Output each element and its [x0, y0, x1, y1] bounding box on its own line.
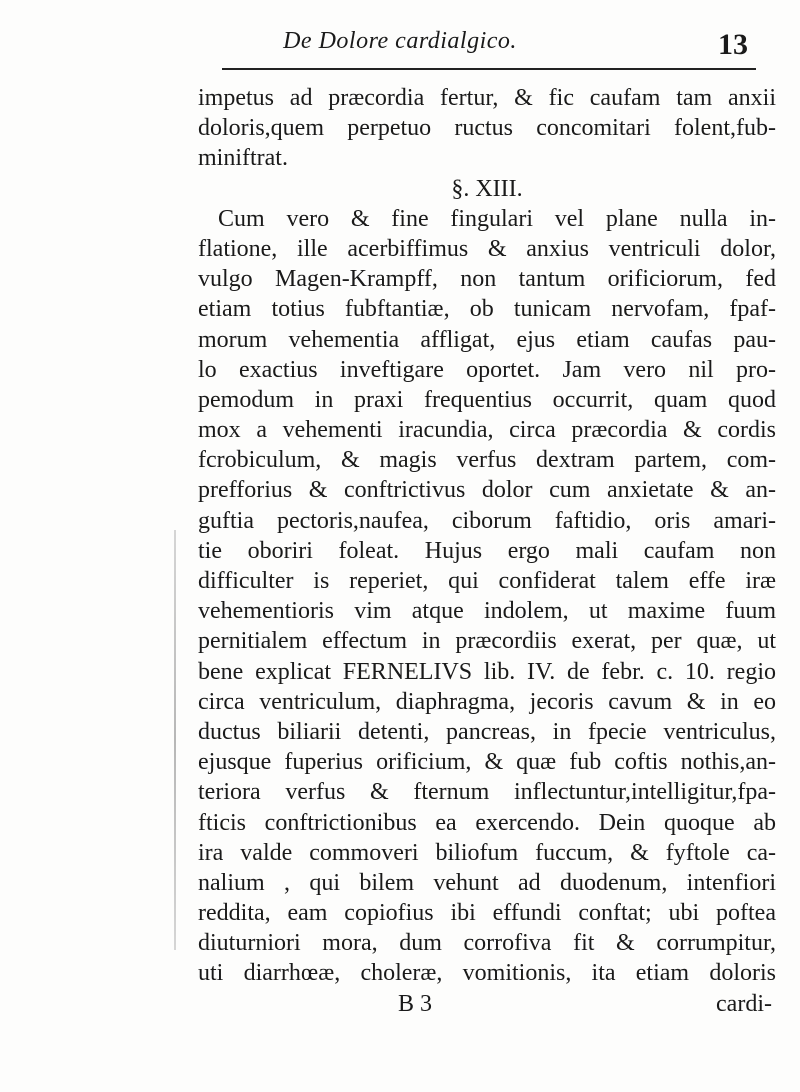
text-line: vulgo Magen-Krampff, non tantum orificiorum, fed: [198, 266, 776, 293]
text-line: difficulter is reperiet, qui confiderat talem effe iræ: [198, 568, 776, 594]
running-title: De Dolore cardialgico.: [283, 28, 517, 54]
text-line: morum vehementia affligat, ejus etiam caufas pau-: [198, 326, 776, 353]
text-line: fticis conftrictionibus ea exercendo. Dein quoque ab: [198, 809, 776, 836]
text-line: guftia pectoris,naufea, ciborum faftidio, oris amari-: [198, 507, 776, 534]
text-line: ejusque fuperius orificium, & quæ fub coftis nothis,an-: [198, 749, 776, 776]
text-line: impetus ad præcordia fertur, & fic caufam tam anxii: [198, 85, 776, 111]
text-line: diuturniori mora, dum corrofiva fit & corrumpitur,: [198, 930, 776, 957]
text-line: lo exactius inveftigare oportet. Jam vero nil pro-: [198, 356, 776, 383]
text-line: ira valde commoveri biliofum fuccum, & fyftole ca-: [198, 839, 776, 866]
signature-mark: B 3: [398, 990, 433, 1017]
text-line: bene explicat FERNELIVS lib. IV. de febr. c. 10. regio: [198, 658, 776, 685]
binding-shadow: [174, 530, 176, 950]
text-line: tie oboriri foleat. Hujus ergo mali caufam non: [198, 537, 776, 564]
text-line: mox a vehementi iracundia, circa præcordia & cordis: [198, 417, 776, 444]
running-head: [0, 28, 800, 68]
text-line: ductus biliarii detenti, pancreas, in fpecie ventriculus,: [198, 718, 776, 745]
text-line: reddita, eam copiofius ibi effundi conftat; ubi poftea: [198, 900, 776, 927]
text-line: fcrobiculum, & magis verfus dextram partem, com-: [198, 447, 776, 474]
page-number: 13: [718, 28, 748, 61]
text-line: vehementioris vim atque indolem, ut maxime fuum: [198, 598, 776, 625]
text-line: Cum vero & fine fingulari vel plane nulla in-: [218, 205, 776, 232]
header-rule: [222, 68, 756, 70]
body-text: [198, 83, 776, 1019]
section-heading: §. XIII.: [451, 175, 523, 202]
text-line: etiam totius fubftantiæ, ob tunicam nervofam, fpaf-: [198, 296, 776, 323]
text-line: miniftrat.: [198, 145, 288, 172]
text-line: prefforius & conftrictivus dolor cum anxietate & an-: [198, 477, 776, 504]
text-line: pernitialem effectum in præcordiis exerat, per quæ, ut: [198, 628, 776, 655]
text-line: circa ventriculum, diaphragma, jecoris cavum & in eo: [198, 688, 776, 715]
text-line: flatione, ille acerbiffimus & anxius ventriculi dolor,: [198, 235, 776, 262]
text-line: pemodum in praxi frequentius occurrit, quam quod: [198, 386, 776, 413]
footer-line: [198, 989, 776, 1019]
text-line: doloris,quem perpetuo ructus concomitari folent,fub-: [198, 115, 776, 142]
text-line: uti diarrhœæ, choleræ, vomitionis, ita etiam doloris: [198, 960, 776, 987]
text-line: nalium , qui bilem vehunt ad duodenum, intenfiori: [198, 869, 776, 896]
text-line: teriora verfus & fternum inflectuntur,intelligitur,fpa-: [198, 779, 776, 806]
catchword: cardi-: [716, 990, 772, 1017]
